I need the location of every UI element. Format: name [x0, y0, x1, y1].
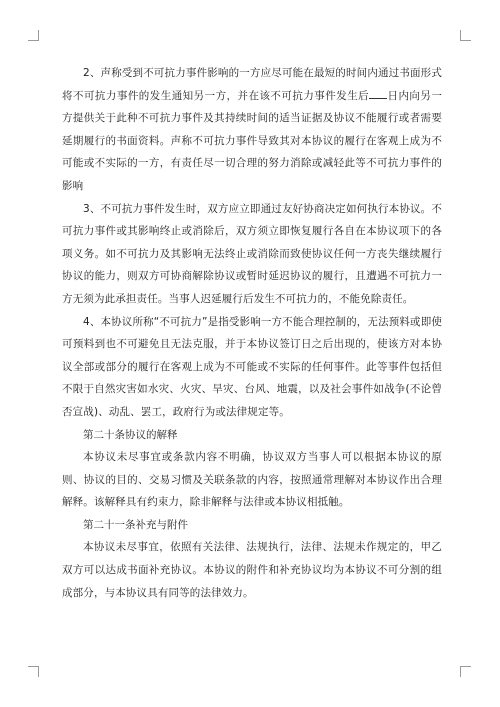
crop-mark-top-left: [28, 30, 39, 41]
paragraph-text: 日内向另一方提供关于此种不可抗力事件及其持续时间的适当证据及协议不能履行或者需要延期履行的书面资料。声称不可抗力事件导致其对本协议的履行在客观上成为不可能或不实际的一方，有责任尽一切合理的努力消除或减轻此等不可抗力事件的影响: [62, 89, 443, 192]
paragraph-force-majeure-notice: [62, 62, 442, 198]
paragraph-force-majeure-consultation: 3、不可抗力事件发生时，双方应立即通过友好协商决定如何执行本协议。不可抗力事件或其影响终止或消除后，双方须立即恢复履行各自在本协议项下的各项义务。如不可抗力及其影响无法终止或消除而致使协议任何一方丧失继续履行协议的能力，则双方可协商解除协议或暂时延迟协议的履行，且遭遇不可抗力一方无须为此承担责任。当事人迟延履行后发生不可抗力的，不能免除责任。: [62, 202, 442, 305]
paragraph-text: 2、声称受到不可抗力事件影响的一方应尽可能在最短的时间内通过书面形式将不可抗力事件的发生通知另一方，并在该不可抗力事件发生后: [62, 67, 442, 102]
paragraph-supplements: 本协议未尽事宜，依照有关法律、法规执行，法律、法规未作规定的，甲乙双方可以达成书面补充协议。本协议的附件和补充协议均为本协议不可分割的组成部分，与本协议具有同等的法律效力。: [62, 541, 442, 599]
crop-mark-bottom-right: [460, 666, 471, 677]
section-heading-supplements: 第二十一条补充与附件: [83, 518, 188, 531]
paragraph-force-majeure-definition: 4、本协议所称“不可抗力”是指受影响一方不能合理控制的，无法预料或即使可预料到也不可避免且无法克服，并于本协议签订日之后出现的，使该方对本协议全部或部分的履行在客观上成为不可能或不实际的任何事件。此等事件包括但不限于自然灾害如水灾、火灾、旱灾、台风、地震，以及社会事件如战争(不论曾否宣战)、动乱、罢工，政府行为或法律规定等。: [62, 315, 442, 418]
paragraph-interpretation: 本协议未尽事宜或条款内容不明确，协议双方当事人可以根据本协议的原则、协议的目的、交易习惯及关联条款的内容，按照通常理解对本协议作出合理解释。该解释具有约束力，除非解释与法律或本协议相抵触。: [62, 451, 442, 509]
crop-mark-bottom-left: [28, 666, 39, 677]
fill-in-blank: [369, 88, 387, 99]
section-heading-interpretation: 第二十条协议的解释: [83, 428, 178, 441]
document-body: [62, 62, 442, 604]
crop-mark-top-right: [460, 30, 471, 41]
